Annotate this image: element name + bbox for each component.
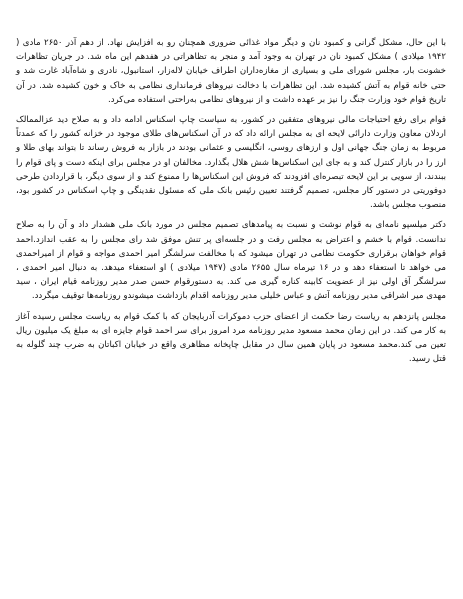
paragraph-currency-policy: قوام برای رفع احتیاجات مالی نیروهای متفقین در کشور، به سیاست چاپ اسکناس ادامه داد و به صلاح دید عزالممالک اردلان معاون وزارت دارائی لایحه ای به مجلس ارائه داد که در آن اسکناس‌های طلای موجود در خزانه کشور را که عمدتاً مربوط به زمان جنگ جهانی اول و ارزهای روسی، انگلیسی و عثمانی بودند در بازار به فروش رساند تا بتواند بهای طلا و ارز را در بازار کنترل کند و به جای این اسکناس‌ها شش هلال بگذارد. مخالفان او در مجلس برای اینکه دست و پای قوام را ببندند، از سویی بر این لایحه تبصره‌ای افزودند که فروش این اسکناس‌ها را ممنوع کند و از سوی دیگر، با قراردادن طرحی دوفوریتی در دستور کار مجلس، تصمیم گرفتند تعیین رئیس بانک ملی که مسئول نقدینگی و چاپ اسکناس در کشور بود، منصوب مجلس باشد. [16,115,446,211]
paragraph-fifteenth-majlis: مجلس پانزدهم به ریاست رضا حکمت از اعضای حزب دموکرات آذربایجان که با کمک قوام به ریاست مجلس رسیده آغاز به کار می کند. در این زمان محمد مسعود مدیر روزنامه مرد امروز برای سر احمد قوام جایزه ای به مبلغ یک میلیون ریال تعین می کند.محمد مسعود در پایان همین سال در مقابل چاپخانه مظاهری واقع در خیابان اکباتان به ضرب چند گلوله به قتل رسید. [16,311,446,365]
paragraph-bread-crisis: با این حال، مشکل گرانی و کمبود نان و دیگر مواد غذائی ضروری همچنان رو به افزایش نهاد. از دهم آذر ۲۶۵۰ مادی ( ۱۹۴۲ میلادی ) مشکل کمبود نان در تهران به وجود آمد و منجر به تظاهراتی در هفدهم این ماه شد. در جریان تظاهرات خشونت بار، مجلس شورای ملی و بسیاری از مغازه‌داران اطراف خیابان لاله‌زار، استانبول، نادری و شاه‌آباد غارت شد و حتی خانه قوام به آتش کشیده شد. این تظاهرات با دخالت نیروهای فرمانداری نظامی به خاک و خون کشیده شد. در آن تاریخ قوام خود وزارت جنگ را نیز بر عهده داشت و از نیروهای نظامی به‌راحتی استفاده می‌کرد. [16,38,446,105]
paragraph-millspaugh-letter: دکتر میلسپو نامه‌ای به قوام نوشت و نسبت به پیامدهای تصمیم مجلس در مورد بانک ملی هشدار داد و آن را به صلاح ندانست. قوام با خشم و اعتراض به مجلس رفت و در جلسه‌ای پر تنش موفق شد رای مجلس را به عقب اندازد.احمد قوام خواهان برقراری حکومت نظامی در تهران میشود که با مخالفت سرلشگر امیر احمدی مواجه و قوام از امیراحمدی می خواهد تا استعفاء دهد و در ۱۶ تیرماه سال ۲۶۵۵ مادی (۱۹۴۷ میلادی ) او استعفاء میدهد. به دنبال امیر احمدی ، سرلشگر آق اولی نیز از عضویت کابینه کناره گیری می کند. به دستورقوام حسن صدر مدیر روزنامه قیام ایران ، سید مهدی میر اشراقی مدیر روزنامه آتش و عباس خلیلی مدیر روزنامه اقدام بازداشت میشوندو روزنامه‌ها توقیف میگردد. [16,220,446,302]
article-body [16,36,446,372]
